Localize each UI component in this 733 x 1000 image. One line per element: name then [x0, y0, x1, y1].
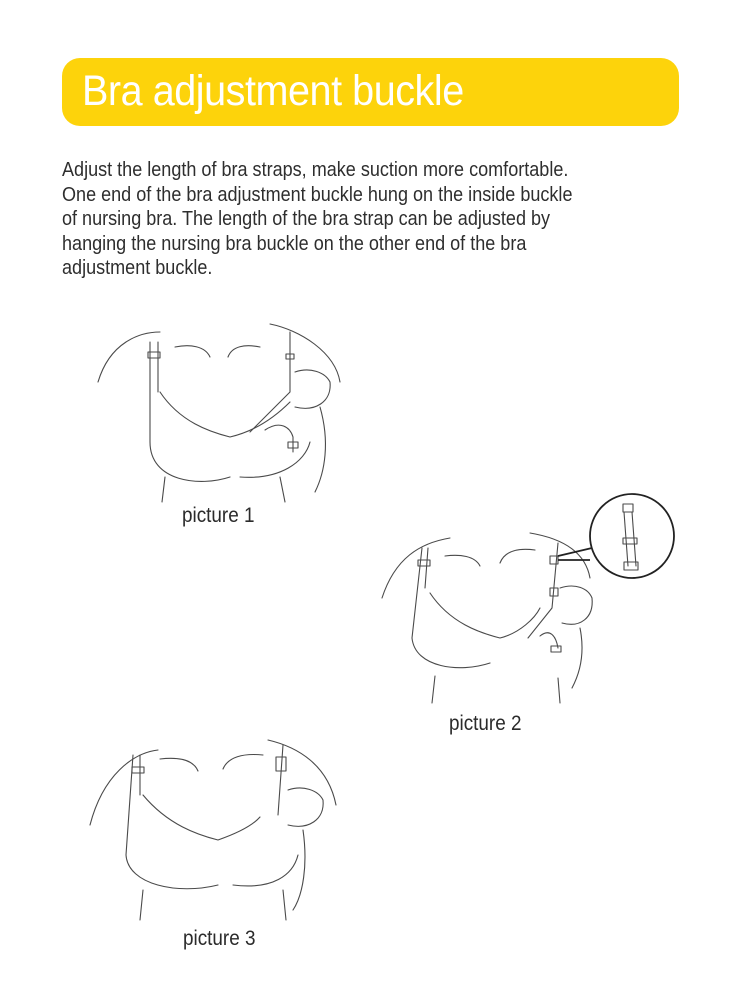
page-title: Bra adjustment buckle	[82, 67, 464, 115]
description-text	[62, 158, 625, 281]
description-line: hanging the nursing bra buckle on the other end of the bra	[62, 231, 527, 255]
bra-illustration-hooked-icon	[88, 735, 348, 925]
figure-3-caption: picture 3	[183, 927, 256, 950]
bra-illustration-unhooked-icon	[90, 312, 350, 512]
figure-2-caption: picture 2	[449, 712, 522, 735]
description-line: Adjust the length of bra straps, make suction more comfortable.	[62, 158, 569, 181]
figure-1-caption: picture 1	[182, 504, 255, 527]
figure-1	[90, 312, 350, 512]
description-line: One end of the bra adjustment buckle hung on the inside buckle	[62, 182, 573, 206]
description-line: adjustment buckle.	[62, 256, 213, 279]
title-banner	[62, 58, 679, 126]
bra-illustration-with-buckle-zoom-icon	[380, 488, 680, 708]
description-line: of nursing bra. The length of the bra strap can be adjusted by	[62, 207, 551, 230]
figure-3	[88, 735, 348, 925]
figure-2	[380, 488, 680, 708]
